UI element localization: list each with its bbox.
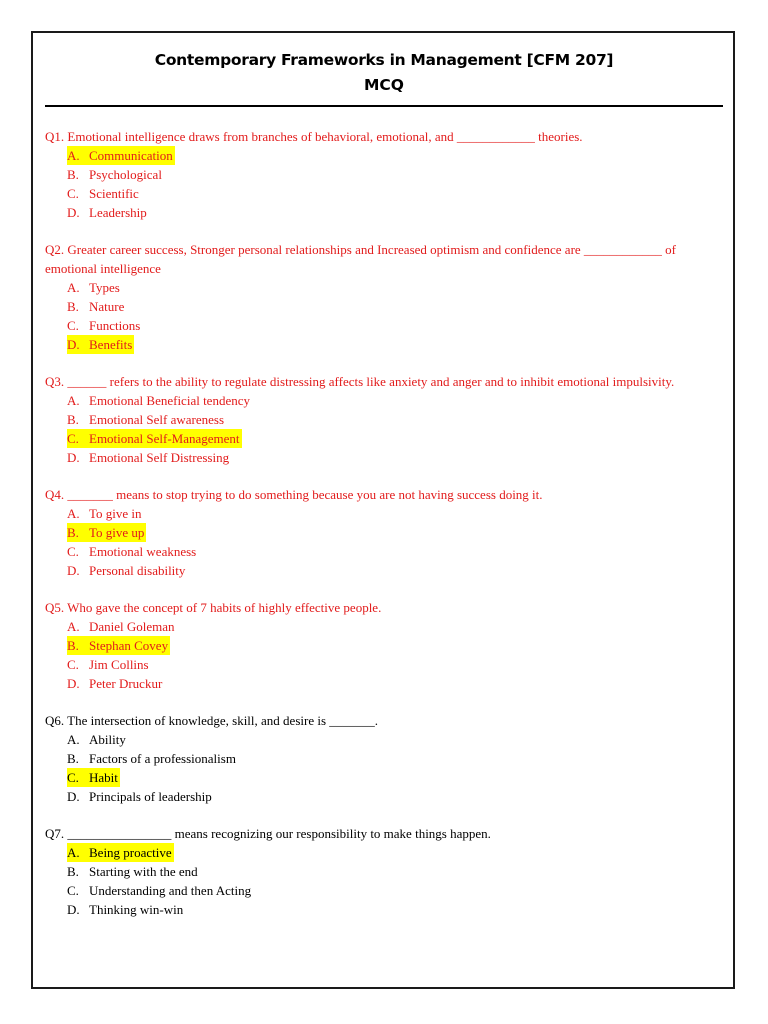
option-letter: A. [67, 845, 80, 860]
option-item [67, 165, 730, 184]
option-letter: D. [67, 205, 80, 220]
option-letter: C. [67, 657, 79, 672]
option-text: Starting with the end [89, 864, 198, 879]
question-text: Q1. Emotional intelligence draws from branches of behavioral, emotional, and ____________ theories. [45, 129, 583, 144]
document-subtitle: MCQ [364, 76, 404, 94]
option-text: Jim Collins [89, 657, 149, 672]
option-text: Thinking win-win [89, 902, 184, 917]
question-text: Q6. The intersection of knowledge, skill, and desire is _______. [45, 713, 379, 728]
question-2 [45, 240, 730, 354]
question-7 [45, 824, 730, 919]
question-list [45, 127, 730, 937]
question-5 [45, 598, 730, 693]
option-list [45, 617, 730, 693]
option [67, 184, 139, 203]
option-letter: D. [67, 676, 80, 691]
option-item [67, 410, 730, 429]
option-item [67, 504, 730, 523]
option [67, 900, 183, 919]
option-item [67, 617, 730, 636]
option-answer-highlighted [67, 843, 174, 862]
option [67, 655, 149, 674]
option-text: Scientific [89, 186, 139, 201]
option-letter: B. [67, 638, 79, 653]
option-answer-highlighted [67, 335, 134, 354]
option-item [67, 278, 730, 297]
option-item [67, 636, 730, 655]
option-text: Types [89, 280, 120, 295]
option-list [45, 146, 730, 222]
option-item [67, 655, 730, 674]
option [67, 674, 162, 693]
option-letter: B. [67, 525, 79, 540]
option-text: Emotional weakness [89, 544, 197, 559]
option-letter: D. [67, 789, 80, 804]
option-text: Psychological [89, 167, 162, 182]
option-text: Principals of leadership [89, 789, 212, 804]
option-text: Being proactive [89, 845, 172, 860]
option-item [67, 523, 730, 542]
option-letter: B. [67, 412, 79, 427]
option-letter: C. [67, 431, 79, 446]
option-text: Stephan Covey [89, 638, 169, 653]
option-letter: C. [67, 186, 79, 201]
option-letter: D. [67, 450, 80, 465]
option-list [45, 730, 730, 806]
option-letter: A. [67, 619, 80, 634]
option-text: Benefits [89, 337, 133, 352]
question-text: Q4. _______ means to stop trying to do something because you are not having success doing it. [45, 487, 543, 502]
option-text: To give up [89, 525, 145, 540]
option-answer-highlighted [67, 768, 120, 787]
option-letter: A. [67, 506, 80, 521]
option-letter: B. [67, 167, 79, 182]
option-letter: C. [67, 318, 79, 333]
option-text: Nature [89, 299, 125, 314]
option-item [67, 203, 730, 222]
option-letter: D. [67, 337, 80, 352]
option-answer-highlighted [67, 636, 170, 655]
option-answer-highlighted [67, 146, 175, 165]
option-answer-highlighted [67, 429, 242, 448]
option-item [67, 843, 730, 862]
option-text: Emotional Beneficial tendency [89, 393, 250, 408]
option-letter: C. [67, 544, 79, 559]
option [67, 410, 224, 429]
option-item [67, 316, 730, 335]
option [67, 165, 162, 184]
option [67, 542, 196, 561]
question-1 [45, 127, 730, 222]
option-item [67, 146, 730, 165]
option [67, 787, 212, 806]
option-letter: B. [67, 299, 79, 314]
question-text: Q7. ________________ means recognizing our responsibility to make things happen. [45, 826, 491, 841]
option-letter: A. [67, 280, 80, 295]
option-item [67, 335, 730, 354]
option-item [67, 297, 730, 316]
option-list [45, 504, 730, 580]
question-text: Q5. Who gave the concept of 7 habits of highly effective people. [45, 600, 382, 615]
option [67, 278, 120, 297]
header-divider [45, 105, 723, 107]
option-text: Understanding and then Acting [89, 883, 252, 898]
question-4 [45, 485, 730, 580]
option [67, 448, 229, 467]
option-text: Leadership [89, 205, 147, 220]
option-item [67, 561, 730, 580]
option [67, 297, 124, 316]
option-text: Communication [89, 148, 173, 163]
option-letter: C. [67, 770, 79, 785]
option-list [45, 843, 730, 919]
option-text: Ability [89, 732, 126, 747]
option [67, 881, 251, 900]
option [67, 617, 175, 636]
option-item [67, 184, 730, 203]
option-item [67, 749, 730, 768]
question-text: Q2. Greater career success, Stronger personal relationships and Increased optimism and confidence are ____________ of emotional intelligence [45, 242, 677, 276]
option-letter: D. [67, 563, 80, 578]
option-text: Emotional Self awareness [89, 412, 225, 427]
option-letter: A. [67, 148, 80, 163]
option-list [45, 391, 730, 467]
option [67, 561, 185, 580]
option-text: Peter Druckur [89, 676, 163, 691]
option-text: Personal disability [89, 563, 186, 578]
option-text: Emotional Self-Management [89, 431, 240, 446]
option [67, 730, 126, 749]
question-6 [45, 711, 730, 806]
option-letter: C. [67, 883, 79, 898]
option-letter: A. [67, 732, 80, 747]
option-item [67, 881, 730, 900]
option-text: Factors of a professionalism [89, 751, 236, 766]
option [67, 391, 250, 410]
option-item [67, 730, 730, 749]
option [67, 504, 142, 523]
option [67, 203, 147, 222]
option-letter: B. [67, 864, 79, 879]
option-list [45, 278, 730, 354]
document-header [45, 48, 723, 98]
option [67, 749, 236, 768]
option-item [67, 429, 730, 448]
question-3 [45, 372, 730, 467]
option-item [67, 900, 730, 919]
option [67, 862, 198, 881]
option-item [67, 391, 730, 410]
option-item [67, 862, 730, 881]
option-item [67, 768, 730, 787]
option-letter: D. [67, 902, 80, 917]
option [67, 316, 140, 335]
question-text: Q3. ______ refers to the ability to regulate distressing affects like anxiety and anger and to inhibit emotional impulsivity. [45, 374, 675, 389]
option-answer-highlighted [67, 523, 146, 542]
option-text: To give in [89, 506, 142, 521]
option-item [67, 787, 730, 806]
option-text: Habit [89, 770, 118, 785]
option-text: Daniel Goleman [89, 619, 175, 634]
option-letter: B. [67, 751, 79, 766]
option-item [67, 674, 730, 693]
option-item [67, 448, 730, 467]
option-text: Functions [89, 318, 141, 333]
document-title: Contemporary Frameworks in Management [CFM 207] [154, 51, 614, 69]
option-item [67, 542, 730, 561]
option-text: Emotional Self Distressing [89, 450, 230, 465]
option-letter: A. [67, 393, 80, 408]
